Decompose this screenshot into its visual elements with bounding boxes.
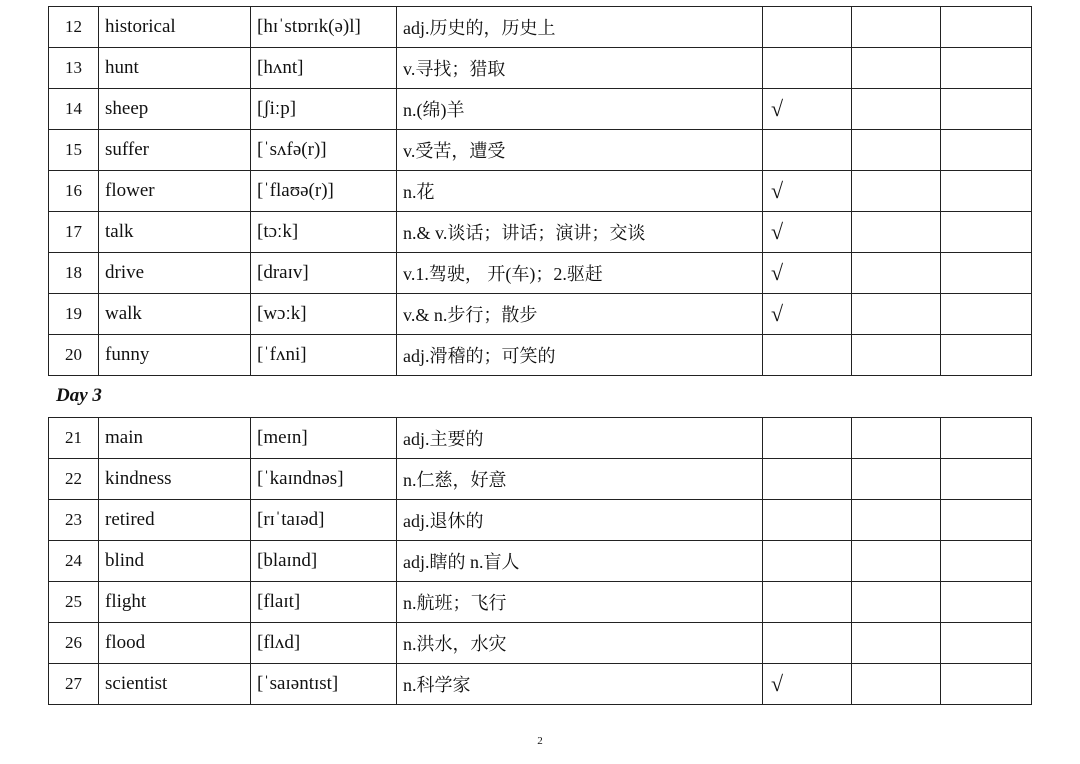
vocab-row xyxy=(49,130,1032,171)
row-number: 26 xyxy=(49,623,99,664)
phonetic-cell: [ˈfʌni] xyxy=(251,335,397,376)
check-mark-cell xyxy=(763,130,852,171)
blank-cell-1 xyxy=(852,500,941,541)
vocab-row xyxy=(49,459,1032,500)
meaning-cell: n.仁慈，好意 xyxy=(397,459,763,500)
check-mark-cell: √ xyxy=(763,171,852,212)
phonetic-cell: [rɪˈtaɪəd] xyxy=(251,500,397,541)
row-number: 25 xyxy=(49,582,99,623)
blank-cell-2 xyxy=(941,582,1032,623)
meaning-cell: v.受苦，遭受 xyxy=(397,130,763,171)
blank-cell-2 xyxy=(941,335,1032,376)
phonetic-cell: [flʌd] xyxy=(251,623,397,664)
row-number: 24 xyxy=(49,541,99,582)
word-cell: flight xyxy=(99,582,251,623)
meaning-cell: v.1.驾驶， 开(车)；2.驱赶 xyxy=(397,253,763,294)
phonetic-cell: [hʌnt] xyxy=(251,48,397,89)
check-mark-cell: √ xyxy=(763,89,852,130)
vocab-row xyxy=(49,253,1032,294)
vocab-row xyxy=(49,582,1032,623)
phonetic-cell: [tɔːk] xyxy=(251,212,397,253)
word-cell: suffer xyxy=(99,130,251,171)
check-mark-cell xyxy=(763,335,852,376)
vocab-row xyxy=(49,664,1032,705)
blank-cell-2 xyxy=(941,294,1032,335)
blank-cell-1 xyxy=(852,171,941,212)
vocab-row xyxy=(49,418,1032,459)
vocab-row xyxy=(49,48,1032,89)
row-number: 15 xyxy=(49,130,99,171)
vocab-row xyxy=(49,294,1032,335)
phonetic-cell: [blaɪnd] xyxy=(251,541,397,582)
vocab-row xyxy=(49,89,1032,130)
word-cell: walk xyxy=(99,294,251,335)
word-cell: hunt xyxy=(99,48,251,89)
row-number: 17 xyxy=(49,212,99,253)
phonetic-cell: [hɪˈstɒrɪk(ə)l] xyxy=(251,7,397,48)
phonetic-cell: [draɪv] xyxy=(251,253,397,294)
meaning-cell: n.洪水，水灾 xyxy=(397,623,763,664)
vocab-row xyxy=(49,541,1032,582)
word-cell: historical xyxy=(99,7,251,48)
meaning-cell: adj.滑稽的；可笑的 xyxy=(397,335,763,376)
row-number: 23 xyxy=(49,500,99,541)
word-cell: flood xyxy=(99,623,251,664)
phonetic-cell: [meɪn] xyxy=(251,418,397,459)
check-mark-cell: √ xyxy=(763,294,852,335)
check-mark-cell xyxy=(763,582,852,623)
phonetic-cell: [wɔːk] xyxy=(251,294,397,335)
meaning-cell: n.& v.谈话；讲话；演讲；交谈 xyxy=(397,212,763,253)
word-cell: main xyxy=(99,418,251,459)
blank-cell-2 xyxy=(941,89,1032,130)
blank-cell-2 xyxy=(941,500,1032,541)
row-number: 18 xyxy=(49,253,99,294)
page-number: 2 xyxy=(537,735,543,747)
blank-cell-1 xyxy=(852,130,941,171)
blank-cell-1 xyxy=(852,582,941,623)
blank-cell-1 xyxy=(852,541,941,582)
meaning-cell: v.寻找；猎取 xyxy=(397,48,763,89)
check-mark-cell xyxy=(763,418,852,459)
blank-cell-2 xyxy=(941,171,1032,212)
vocabulary-table-day3 xyxy=(48,417,1032,705)
blank-cell-1 xyxy=(852,294,941,335)
vocab-row xyxy=(49,212,1032,253)
blank-cell-2 xyxy=(941,541,1032,582)
phonetic-cell: [ˈsʌfə(r)] xyxy=(251,130,397,171)
vocabulary-table-day2-body xyxy=(49,7,1032,376)
vocabulary-table-day3-body xyxy=(49,418,1032,705)
meaning-cell: n.科学家 xyxy=(397,664,763,705)
blank-cell-1 xyxy=(852,459,941,500)
vocab-row xyxy=(49,335,1032,376)
vocab-row xyxy=(49,171,1032,212)
vocab-row xyxy=(49,500,1032,541)
check-mark-cell xyxy=(763,500,852,541)
row-number: 14 xyxy=(49,89,99,130)
phonetic-cell: [flaɪt] xyxy=(251,582,397,623)
blank-cell-2 xyxy=(941,212,1032,253)
blank-cell-1 xyxy=(852,335,941,376)
blank-cell-2 xyxy=(941,418,1032,459)
blank-cell-1 xyxy=(852,48,941,89)
vocabulary-table-day2 xyxy=(48,6,1032,376)
check-mark-cell xyxy=(763,48,852,89)
word-cell: funny xyxy=(99,335,251,376)
blank-cell-2 xyxy=(941,623,1032,664)
phonetic-cell: [ˈflaʊə(r)] xyxy=(251,171,397,212)
check-mark-cell: √ xyxy=(763,253,852,294)
word-cell: retired xyxy=(99,500,251,541)
row-number: 19 xyxy=(49,294,99,335)
blank-cell-1 xyxy=(852,89,941,130)
check-mark-cell: √ xyxy=(763,664,852,705)
meaning-cell: n.航班；飞行 xyxy=(397,582,763,623)
meaning-cell: adj.瞎的 n.盲人 xyxy=(397,541,763,582)
blank-cell-1 xyxy=(852,253,941,294)
meaning-cell: n.花 xyxy=(397,171,763,212)
word-cell: kindness xyxy=(99,459,251,500)
phonetic-cell: [ˈkaɪndnəs] xyxy=(251,459,397,500)
blank-cell-1 xyxy=(852,212,941,253)
phonetic-cell: [ʃiːp] xyxy=(251,89,397,130)
blank-cell-2 xyxy=(941,459,1032,500)
meaning-cell: adj.主要的 xyxy=(397,418,763,459)
word-cell: drive xyxy=(99,253,251,294)
blank-cell-1 xyxy=(852,664,941,705)
blank-cell-1 xyxy=(852,623,941,664)
row-number: 22 xyxy=(49,459,99,500)
meaning-cell: v.& n.步行；散步 xyxy=(397,294,763,335)
blank-cell-1 xyxy=(852,418,941,459)
check-mark-cell xyxy=(763,541,852,582)
row-number: 27 xyxy=(49,664,99,705)
blank-cell-2 xyxy=(941,253,1032,294)
vocab-row xyxy=(49,623,1032,664)
check-mark-cell xyxy=(763,459,852,500)
phonetic-cell: [ˈsaɪəntɪst] xyxy=(251,664,397,705)
word-cell: sheep xyxy=(99,89,251,130)
row-number: 13 xyxy=(49,48,99,89)
check-mark-cell xyxy=(763,623,852,664)
blank-cell-2 xyxy=(941,7,1032,48)
meaning-cell: adj.历史的，历史上 xyxy=(397,7,763,48)
blank-cell-2 xyxy=(941,130,1032,171)
meaning-cell: n.(绵)羊 xyxy=(397,89,763,130)
vocab-row xyxy=(49,7,1032,48)
row-number: 12 xyxy=(49,7,99,48)
check-mark-cell: √ xyxy=(763,212,852,253)
row-number: 16 xyxy=(49,171,99,212)
check-mark-cell xyxy=(763,7,852,48)
meaning-cell: adj.退休的 xyxy=(397,500,763,541)
blank-cell-1 xyxy=(852,7,941,48)
row-number: 20 xyxy=(49,335,99,376)
day-heading: Day 3 xyxy=(56,385,102,406)
blank-cell-2 xyxy=(941,48,1032,89)
blank-cell-2 xyxy=(941,664,1032,705)
word-cell: talk xyxy=(99,212,251,253)
word-cell: scientist xyxy=(99,664,251,705)
word-cell: flower xyxy=(99,171,251,212)
word-cell: blind xyxy=(99,541,251,582)
row-number: 21 xyxy=(49,418,99,459)
